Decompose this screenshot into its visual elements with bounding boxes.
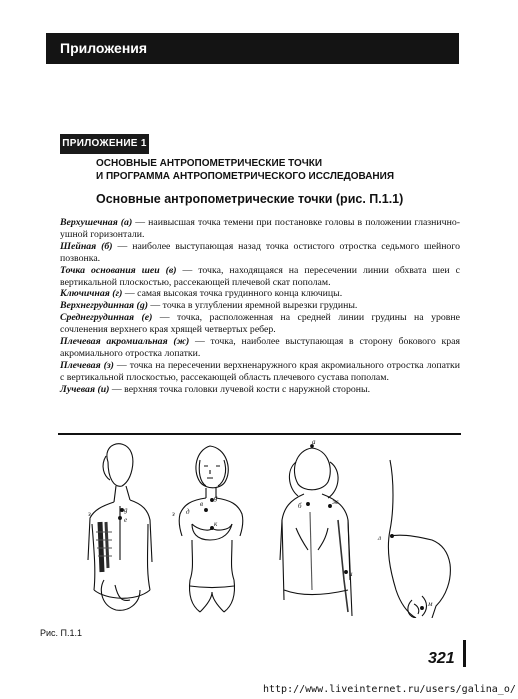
definition-term: Среднегрудинная (е) <box>60 312 153 324</box>
definition-term: Лучевая (и) <box>60 383 110 395</box>
point-label: и <box>349 570 353 578</box>
anthropometric-figures <box>60 440 460 618</box>
point-label: д <box>186 508 190 516</box>
figure-front-female <box>171 446 243 612</box>
definition-text: — точка, находящаяся на пересечении линии обхвата шеи с вертикальной плоскостью, рассекающей плечевой скат пополам. <box>60 264 460 288</box>
point-label: ж <box>332 498 339 506</box>
point-label: л <box>378 534 382 542</box>
section-title: Приложения <box>60 40 148 56</box>
definition-item <box>60 360 460 384</box>
page-number: 321 <box>428 650 455 667</box>
definition-text: — точка, наиболее выступающая в сторону бокового края акромиального отростка лопатки. <box>60 336 460 359</box>
point-label: е <box>124 516 128 524</box>
definition-term: Плечевая (з) <box>60 359 114 371</box>
point-label: к <box>214 520 218 528</box>
appendix-title-line2: И ПРОГРАММА АНТРОПОМЕТРИЧЕСКОГО ИССЛЕДОВАНИЯ <box>96 171 395 182</box>
appendix-title-line1: ОСНОВНЫЕ АНТРОПОМЕТРИЧЕСКИЕ ТОЧКИ <box>96 158 323 169</box>
figure-back-view <box>280 440 353 616</box>
definition-text: — точка, расположенная на средней линии грудины на уровне сочленения верхнего края хрящей четвертых ребер. <box>60 312 460 336</box>
definition-item <box>60 217 460 241</box>
definition-item <box>60 288 460 300</box>
point-label: а <box>312 440 316 446</box>
appendix-badge: ПРИЛОЖЕНИЕ 1 <box>60 134 149 154</box>
definition-item <box>60 241 460 265</box>
point-label: з <box>172 510 175 518</box>
definition-text: — точка в углублении яремной вырезки грудины. <box>147 300 358 312</box>
point-label: g <box>124 506 128 514</box>
definition-item <box>60 336 460 360</box>
definition-term: Точка основания шеи (в) <box>60 264 177 276</box>
definition-text: — точка на пересечении верхненаружного края акромиального отростка лопатки с вертикальной плоскостью, рассекающей область плечевого сустава пополам. <box>60 359 460 383</box>
definition-term: Верхнегрудинная (g) <box>60 300 148 312</box>
definition-term: Шейная (б) <box>60 240 113 252</box>
definition-item <box>60 312 460 336</box>
definition-text: — верхняя точка головки лучевой кости с наружной стороны. <box>109 383 371 395</box>
figure-front-skeleton <box>87 444 152 611</box>
definition-item <box>60 265 460 289</box>
definition-item <box>60 300 460 312</box>
definition-term: Верхушечная (а) <box>60 217 133 228</box>
subheading: Основные антропометрические точки (рис. П.1.1) <box>96 192 404 206</box>
definition-term: Ключичная (г) <box>60 288 123 300</box>
section-divider <box>58 433 461 435</box>
section-header-bar <box>46 33 459 64</box>
definition-text: — наиболее выступающая назад точка остистого отростка седьмого шейного позвонка. <box>60 240 461 264</box>
point-label: з <box>88 510 91 518</box>
point-label: g <box>214 494 218 502</box>
definition-item <box>60 384 460 396</box>
page-marker-bar <box>463 640 466 667</box>
definition-text: — самая высокая точка грудинного конца ключицы. <box>122 288 343 300</box>
point-label: м <box>428 600 433 608</box>
point-label: б <box>298 502 302 510</box>
figure-side-leg <box>377 460 450 618</box>
figure-caption: Рис. П.1.1 <box>40 628 83 638</box>
definition-term: Плечевая акромиальная (ж) <box>60 336 190 348</box>
footer-url[interactable]: http://www.liveinternet.ru/users/galina_o/ <box>263 684 516 695</box>
point-label: в <box>200 500 204 508</box>
definitions-list <box>60 217 460 396</box>
definition-text: — наивысшая точка темени при постановке головы в положении глазнично-ушной горизонтали. <box>60 217 460 240</box>
